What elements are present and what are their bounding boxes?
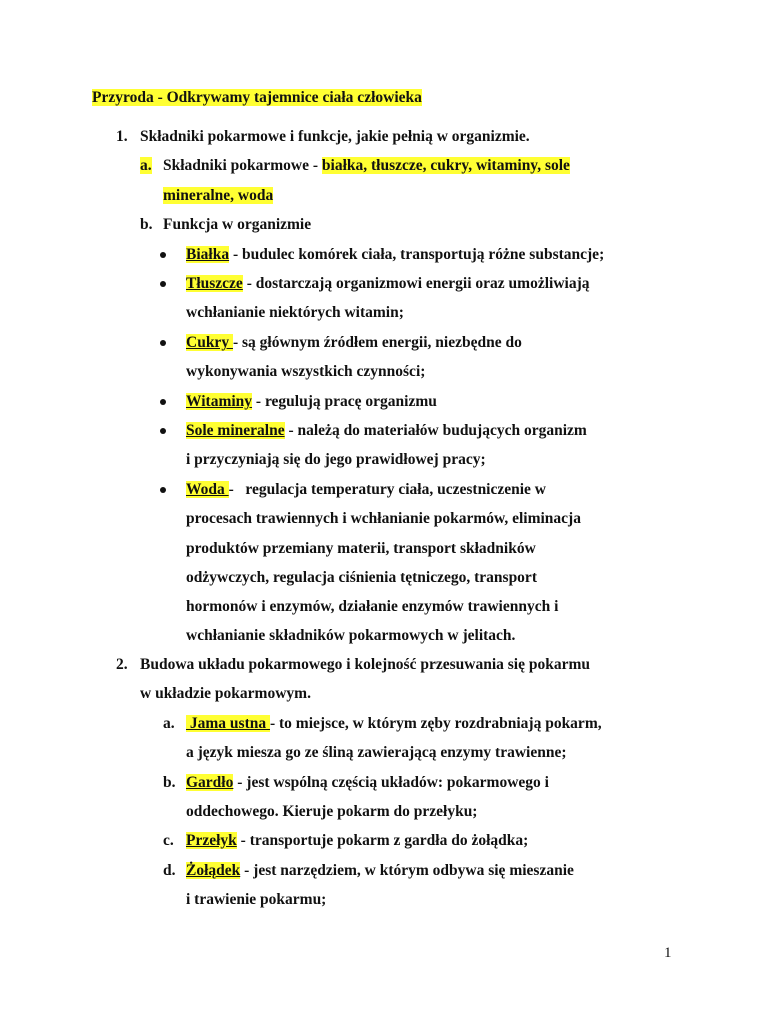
nutrients-highlight-1: białka, tłuszcze, cukry, witaminy, sole [321, 157, 570, 174]
bullet-icon [160, 399, 166, 405]
document-title [92, 88, 422, 108]
organ-item-przelyk [186, 831, 528, 851]
organ-text: - jest wspólną częścią układów: pokarmowego i [233, 774, 549, 791]
term-jama-ustna: Jama ustna [186, 715, 270, 732]
section-2-heading-line-2: w układzie pokarmowym. [140, 685, 311, 702]
section-2-heading-line-1: Budowa układu pokarmowego i kolejność przesuwania się pokarmu [140, 656, 590, 673]
nutrients-highlight-2: mineralne, woda [163, 187, 274, 204]
subitem-a-marker [140, 156, 152, 176]
list-marker-c: c. [163, 832, 174, 849]
term-witaminy: Witaminy [186, 393, 253, 410]
subitem-a-line-1 [163, 156, 570, 176]
bullet-item-woda [186, 480, 546, 500]
organ-continuation: a język miesza go ze śliną zawierającą enzymy trawienne; [186, 744, 567, 761]
organ-item-zoladek [186, 861, 574, 881]
bullet-text: - regulują pracę organizmu [252, 393, 437, 410]
subitem-b-text: Funkcja w organizmie [163, 216, 312, 233]
term-sole-mineralne: Sole mineralne [186, 422, 285, 439]
list-marker-a: a. [163, 715, 175, 732]
list-marker-b: b. [163, 774, 176, 791]
bullet-icon [160, 487, 166, 493]
bullet-text: - budulec komórek ciała, transportują różne substancje; [229, 246, 605, 263]
organ-text: - to miejsce, w którym zęby rozdrabniają pokarm, [269, 715, 602, 732]
bullet-continuation: procesach trawiennych i wchłanianie pokarmów, eliminacja [186, 510, 581, 527]
term-tluszcze: Tłuszcze [186, 275, 243, 292]
term-przelyk: Przełyk [186, 832, 237, 849]
bullet-text: - dostarczają organizmowi energii oraz umożliwiają [242, 275, 590, 292]
subitem-a-lead: Składniki pokarmowe - [163, 157, 322, 174]
section-1-heading: Składniki pokarmowe i funkcje, jakie pełnią w organizmie. [140, 128, 530, 145]
bullet-text: - należą do materiałów budujących organizm [284, 422, 587, 439]
bullet-item-tluszcze [186, 274, 590, 294]
title-text: Przyroda - Odkrywamy tajemnice ciała człowieka [92, 89, 422, 106]
term-bialka: Białka [186, 246, 230, 263]
organ-item-jama-ustna [186, 714, 602, 734]
page-number: 1 [664, 945, 672, 961]
bullet-item-sole [186, 421, 587, 441]
subitem-b-marker: b. [140, 216, 153, 233]
term-gardlo: Gardło [186, 774, 234, 791]
bullet-continuation: i przyczyniają się do jego prawidłowej pracy; [186, 451, 486, 468]
organ-item-gardlo [186, 773, 549, 793]
bullet-icon [160, 340, 166, 346]
bullet-continuation: wykonywania wszystkich czynności; [186, 363, 426, 380]
bullet-icon [160, 281, 166, 287]
bullet-continuation: wchłanianie składników pokarmowych w jelitach. [186, 627, 516, 644]
bullet-continuation: wchłanianie niektórych witamin; [186, 304, 404, 321]
bullet-continuation: produktów przemiany materii, transport składników [186, 540, 536, 557]
bullet-item-bialka [186, 245, 604, 265]
organ-continuation: oddechowego. Kieruje pokarm do przełyku; [186, 803, 478, 820]
bullet-icon [160, 428, 166, 434]
organ-continuation: i trawienie pokarmu; [186, 891, 327, 908]
bullet-text: - regulacja temperatury ciała, uczestniczenie w [228, 481, 547, 498]
organ-text: - transportuje pokarm z gardła do żołądka; [236, 832, 529, 849]
section-1-number: 1. [116, 128, 128, 145]
bullet-icon [160, 252, 166, 258]
bullet-item-witaminy [186, 392, 437, 412]
term-zoladek: Żołądek [186, 862, 241, 879]
bullet-item-cukry [186, 333, 522, 353]
list-marker-d: d. [163, 862, 176, 879]
organ-text: - jest narzędziem, w którym odbywa się mieszanie [240, 862, 574, 879]
section-2-number: 2. [116, 656, 128, 673]
term-woda: Woda [186, 481, 229, 498]
bullet-continuation: odżywczych, regulacja ciśnienia tętniczego, transport [186, 569, 537, 586]
term-cukry: Cukry [186, 334, 233, 351]
bullet-continuation: hormonów i enzymów, działanie enzymów trawiennych i [186, 598, 559, 615]
bullet-text: - są głównym źródłem energii, niezbędne do [232, 334, 522, 351]
subitem-a-line-2 [163, 186, 273, 206]
subitem-a-marker-text: a. [140, 157, 152, 174]
